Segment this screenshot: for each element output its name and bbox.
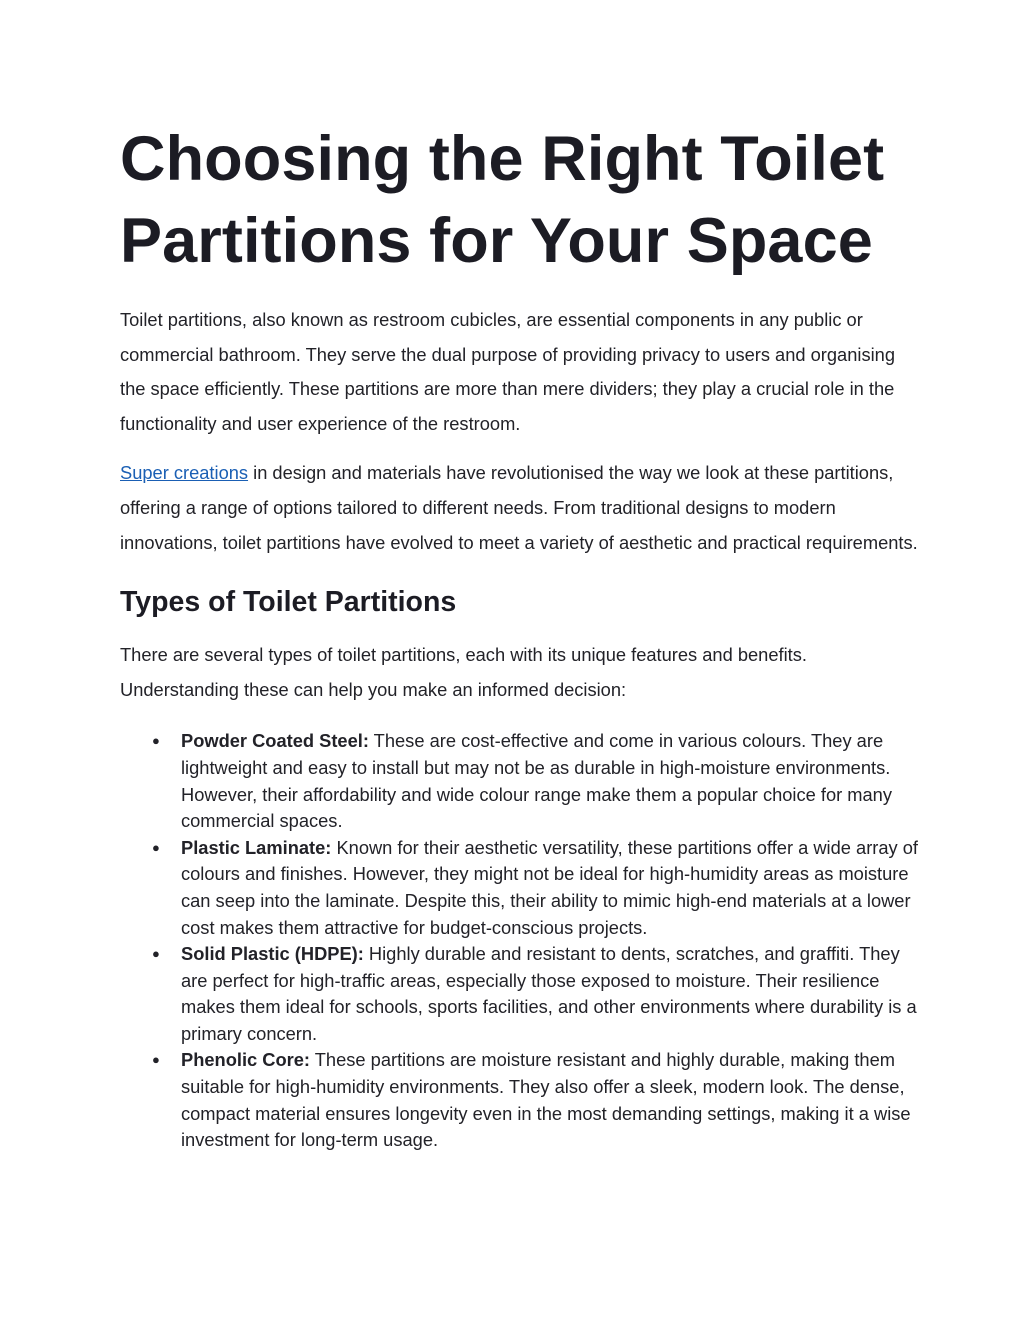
bullet-icon: ● [152,839,160,855]
list-item-term: Solid Plastic (HDPE): [181,943,364,965]
partition-types-list [120,728,920,1154]
section-intro-paragraph: There are several types of toilet partitions, each with its unique features and benefits. Understanding these can help you make an informed decision: [120,644,807,700]
bullet-icon: ● [152,946,160,962]
second-paragraph [120,456,920,560]
list-item-term: Plastic Laminate: [181,836,332,858]
bullet-icon: ● [152,1052,160,1068]
list-item-text: These are cost-effective and come in various colours. They are lightweight and easy to install but may not be as durable in high-moisture environments. However, their affordability and wide colour range make them a popular choice for many commercial spaces. [181,730,892,832]
page-title: Choosing the Right Toilet Partitions for Your Space [120,124,885,276]
list-item-term: Phenolic Core: [181,1049,311,1071]
list-item [120,1047,920,1153]
list-item-text: Highly durable and resistant to dents, scratches, and graffiti. They are perfect for high-traffic areas, especially those exposed to moisture. Their resilience makes them ideal for schools, sports facilities, and other environments where durability is a primary concern. [181,943,917,1044]
list-item [120,941,920,1047]
intro-paragraph: Toilet partitions, also known as restroom cubicles, are essential components in any public or commercial bathroom. They serve the dual purpose of providing privacy to users and organising the space efficiently. These partitions are more than mere dividers; they play a crucial role in the functionality and user experience of the restroom. [120,309,895,434]
bullet-icon: ● [152,733,160,749]
list-item-text: These partitions are moisture resistant and highly durable, making them suitable for high-humidity environments. They also offer a sleek, modern look. The dense, compact material ensures longevity even in the most demanding settings, making it a wise investment for long-term usage. [181,1049,911,1151]
list-item [120,728,920,834]
second-paragraph-text: in design and materials have revolutionised the way we look at these partitions, offering a range of options tailored to different needs. From traditional designs to modern innovations, toilet partitions have evolved to meet a variety of aesthetic and practical requirements. [120,462,918,553]
document-page [120,118,920,1154]
section-heading: Types of Toilet Partitions [120,586,457,619]
list-item-text: Known for their aesthetic versatility, these partitions offer a wide array of colours and finishes. However, they might not be ideal for high-humidity areas as moisture can seep into the laminate. Despite this, their ability to mimic high-end materials at a lower cost makes them attractive for budget-conscious projects. [181,836,919,938]
list-item [120,835,920,941]
list-item-term: Powder Coated Steel: [181,730,369,752]
super-creations-link[interactable]: Super creations [120,462,249,484]
